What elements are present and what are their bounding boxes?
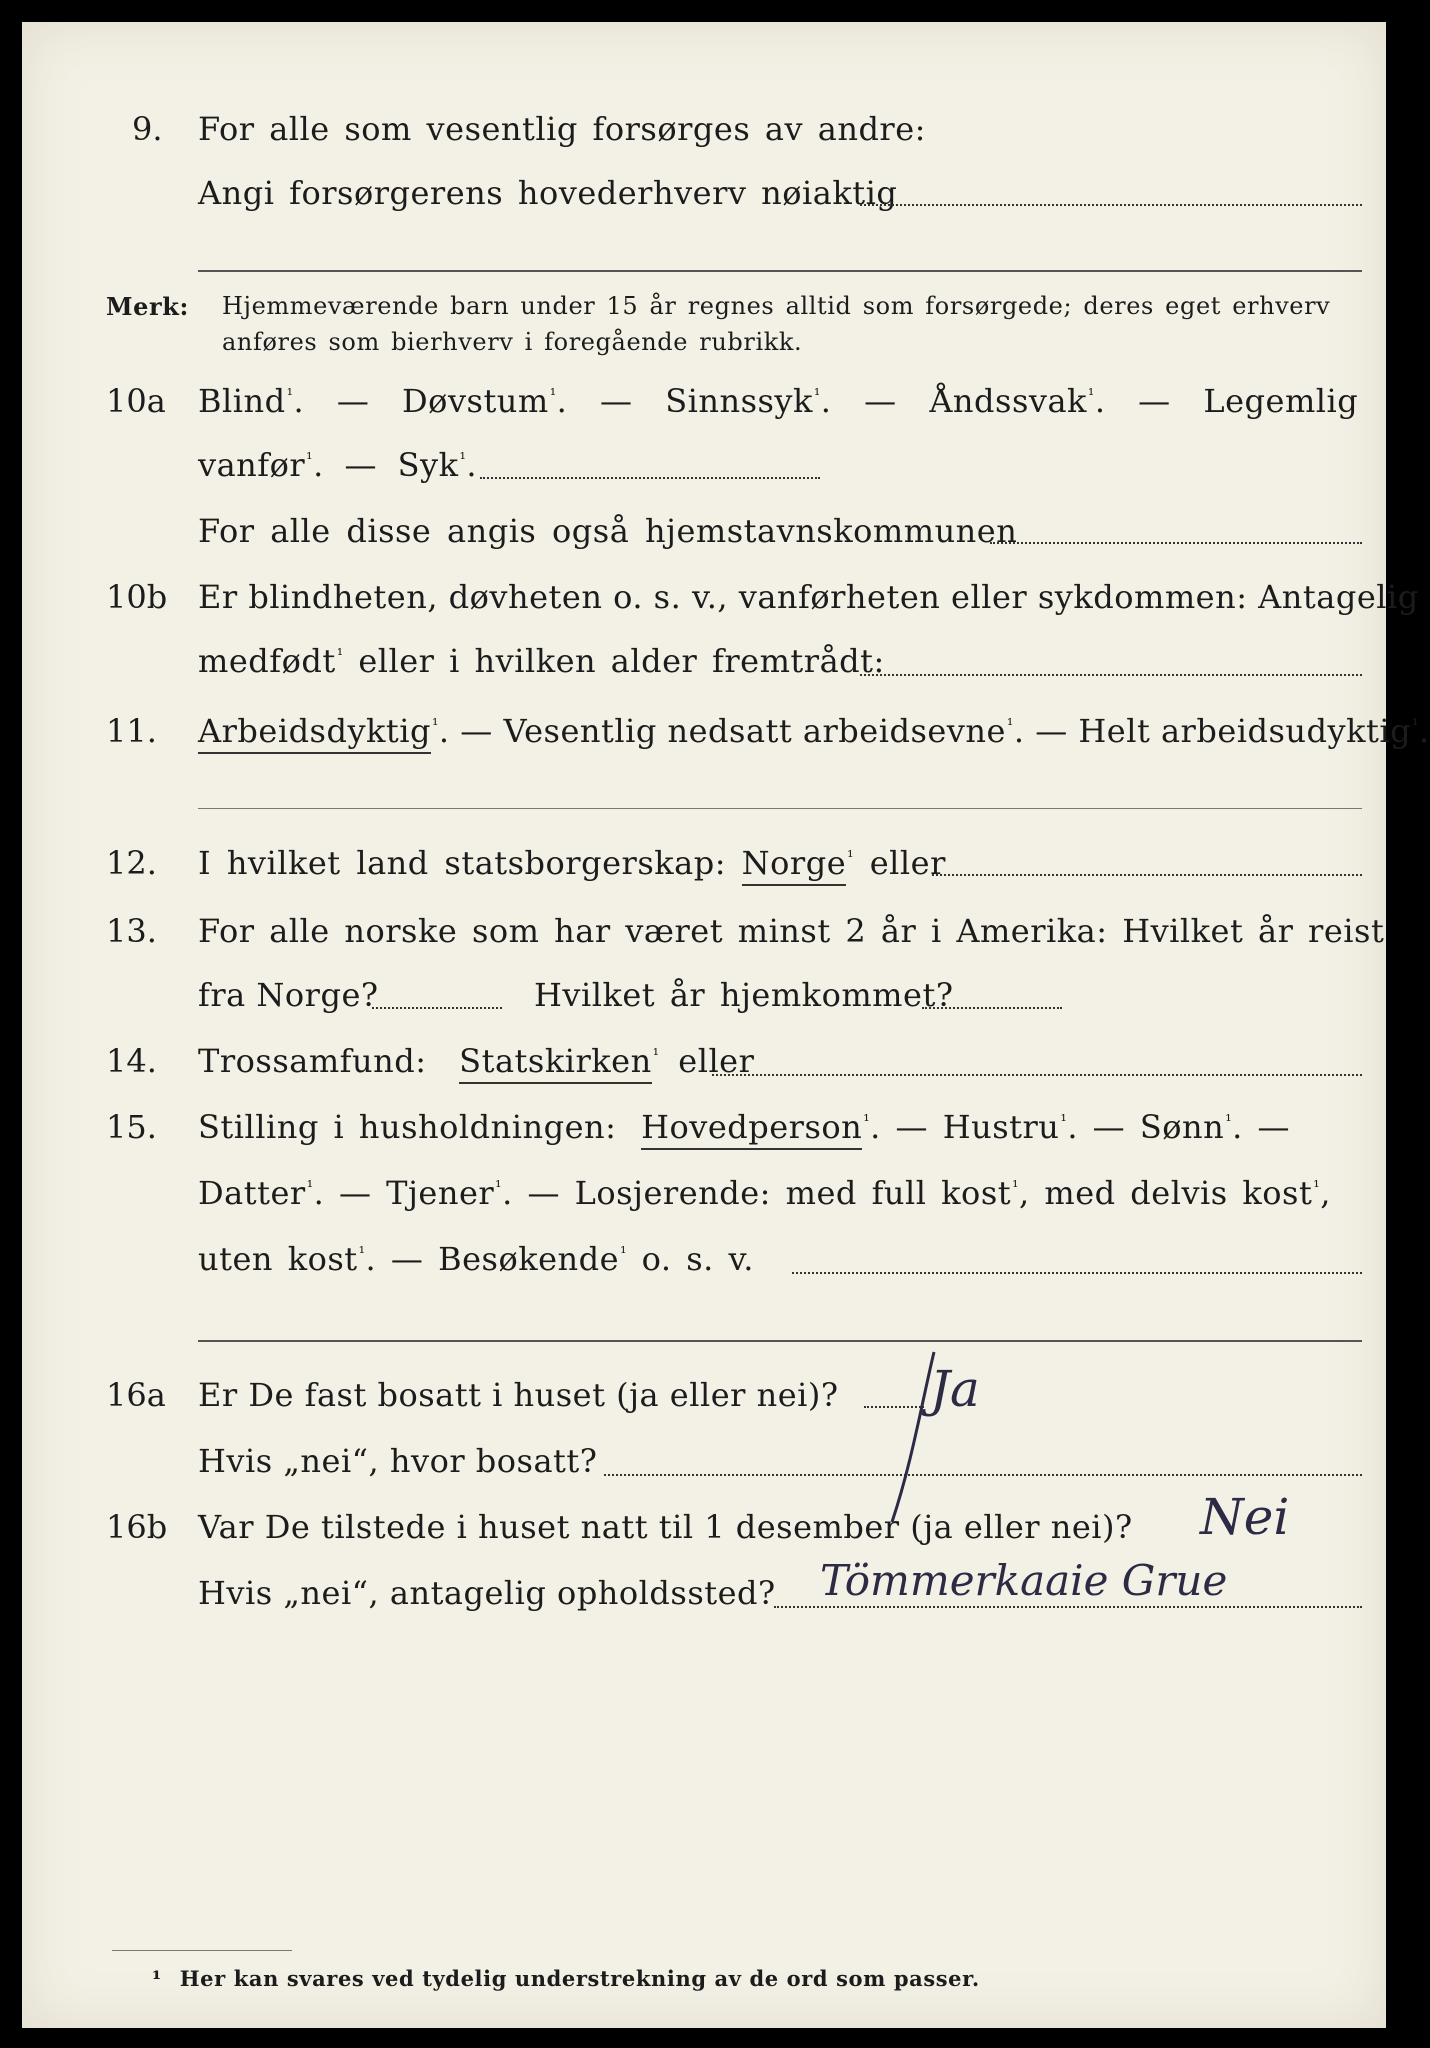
q9-line2: Angi forsørgerens hovederhverv nøiaktig <box>198 174 898 212</box>
opt-vanfor[interactable]: vanfør <box>198 446 306 484</box>
q10a-line2: vanfør$^{^1}$. — Syk$^{^1}$. <box>198 446 478 484</box>
q15-extra-line <box>198 1340 1362 1342</box>
q16a-bosatt-line <box>604 1474 1362 1476</box>
q9-line1: For alle som vesentlig forsørges av andre: <box>198 110 926 148</box>
q15-line2: Datter$^{^1}$. — Tjener$^{^1}$. — Losjerende: med full kost$^{^1}$, med delvis kost$^{^1}$, <box>198 1174 1331 1212</box>
opt-arbeidsdyktig[interactable]: Arbeidsdyktig <box>198 712 431 754</box>
q10a-hjemstavn-line <box>990 542 1362 544</box>
q12-line: I hvilket land statsborgerskap: Norge$^{^1}$ eller <box>198 844 946 882</box>
q16b-line2: Hvis „nei“, antagelig opholdssted? <box>198 1574 776 1612</box>
opt-legemlig[interactable]: Legemlig <box>1203 382 1359 420</box>
merk-line2: anføres som bierhverv i foregående rubrikk. <box>222 328 803 356</box>
footnote-rule <box>112 1950 292 1951</box>
q11-extra-line <box>198 808 1362 809</box>
q10b-answer-line <box>860 674 1362 676</box>
q10a-syk-line <box>480 477 820 479</box>
q16b-sted-line <box>774 1606 1362 1608</box>
q13-hjem-line <box>922 1007 1062 1009</box>
q16a-number: 16a <box>106 1376 166 1414</box>
q10a-line3: For alle disse angis også hjemstavnskommunen <box>198 512 1018 550</box>
q14-line: Trossamfund: Statskirken$^{^1}$ eller <box>198 1042 754 1080</box>
q11-number: 11. <box>106 712 157 750</box>
q10b-line1: Er blindheten, døvheten o. s. v., vanførheten eller sykdommen: Antagelig <box>198 578 1419 616</box>
q15-line1: Stilling i husholdningen: Hovedperson$^{^1}$. — Hustru$^{^1}$. — Sønn$^{^1}$. — <box>198 1108 1290 1146</box>
q11-line: Arbeidsdyktig$^{^1}$. — Vesentlig nedsatt arbeidsevne$^{^1}$. — Helt arbeidsudyktig$^{^1}$. <box>198 712 1430 750</box>
opt-hovedperson[interactable]: Hovedperson <box>641 1108 862 1150</box>
q14-answer-line <box>712 1074 1362 1076</box>
q16b-number: 16b <box>106 1508 168 1546</box>
q13-reist-line <box>372 1007 502 1009</box>
q13-fra: fra Norge? <box>198 976 379 1014</box>
q9-answer-line <box>860 204 1362 206</box>
opt-syk[interactable]: Syk <box>397 446 459 484</box>
q9-extra-line <box>198 270 1362 272</box>
q13-hjem: Hvilket år hjemkommet? <box>534 976 954 1014</box>
opt-nedsatt-arbeidsevne[interactable]: Vesentlig nedsatt arbeidsevne <box>503 712 1006 750</box>
q16b-handwritten-answer: Nei <box>1200 1488 1290 1546</box>
q13-line1: For alle norske som har været minst 2 år i Amerika: Hvilket år reist <box>198 912 1385 950</box>
opt-norge[interactable]: Norge <box>742 844 846 886</box>
opt-andssvak[interactable]: Åndssvak <box>929 382 1087 420</box>
q16b-line1: Var De tilstede i huset natt til 1 desember (ja eller nei)? <box>198 1508 1133 1546</box>
q15-number: 15. <box>106 1108 157 1146</box>
q9-number: 9. <box>132 110 163 148</box>
q10b-line2: medfødt$^{^1}$ eller i hvilken alder fremtrådt: <box>198 642 885 680</box>
q16a-line1: Er De fast bosatt i huset (ja eller nei)? <box>198 1376 839 1414</box>
merk-label: Merk: <box>106 292 189 321</box>
q13-number: 13. <box>106 912 157 950</box>
footnote: ¹ Her kan svares ved tydelig understrekning av de ord som passer. <box>152 1966 980 1991</box>
q16a-line2: Hvis „nei“, hvor bosatt? <box>198 1442 598 1480</box>
opt-dovstum[interactable]: Døvstum <box>402 382 549 420</box>
opt-blind[interactable]: Blind <box>198 382 286 420</box>
q15-answer-line <box>792 1272 1362 1274</box>
q10a-number: 10a <box>106 382 166 420</box>
q15-line3: uten kost$^{^1}$. — Besøkende$^{^1}$ o. s. v. <box>198 1240 754 1278</box>
q10a-line1: Blind$^{^1}$. — Døvstum$^{^1}$. — Sinnssyk$^{^1}$. — Åndssvak$^{^1}$. — Legemlig <box>198 382 1359 420</box>
q12-number: 12. <box>106 844 157 882</box>
opt-datter[interactable]: Datter <box>198 1174 306 1212</box>
census-form-page <box>22 22 1430 2028</box>
opt-medfodt[interactable]: medfødt <box>198 642 336 680</box>
merk-line1: Hjemmeværende barn under 15 år regnes alltid som forsørgede; deres eget erhverv <box>222 292 1331 320</box>
opt-sinnssyk[interactable]: Sinnssyk <box>665 382 813 420</box>
q12-answer-line <box>932 874 1362 876</box>
q16b-handwritten-place: Tömmerkaaie Grue <box>820 1556 1228 1605</box>
q14-number: 14. <box>106 1042 157 1080</box>
opt-statskirken[interactable]: Statskirken <box>459 1042 652 1084</box>
opt-arbeidsudyktig[interactable]: Helt arbeidsudyktig <box>1078 712 1412 750</box>
q16a-handwritten-answer: Ja <box>930 1360 980 1418</box>
q10b-number: 10b <box>106 578 168 616</box>
